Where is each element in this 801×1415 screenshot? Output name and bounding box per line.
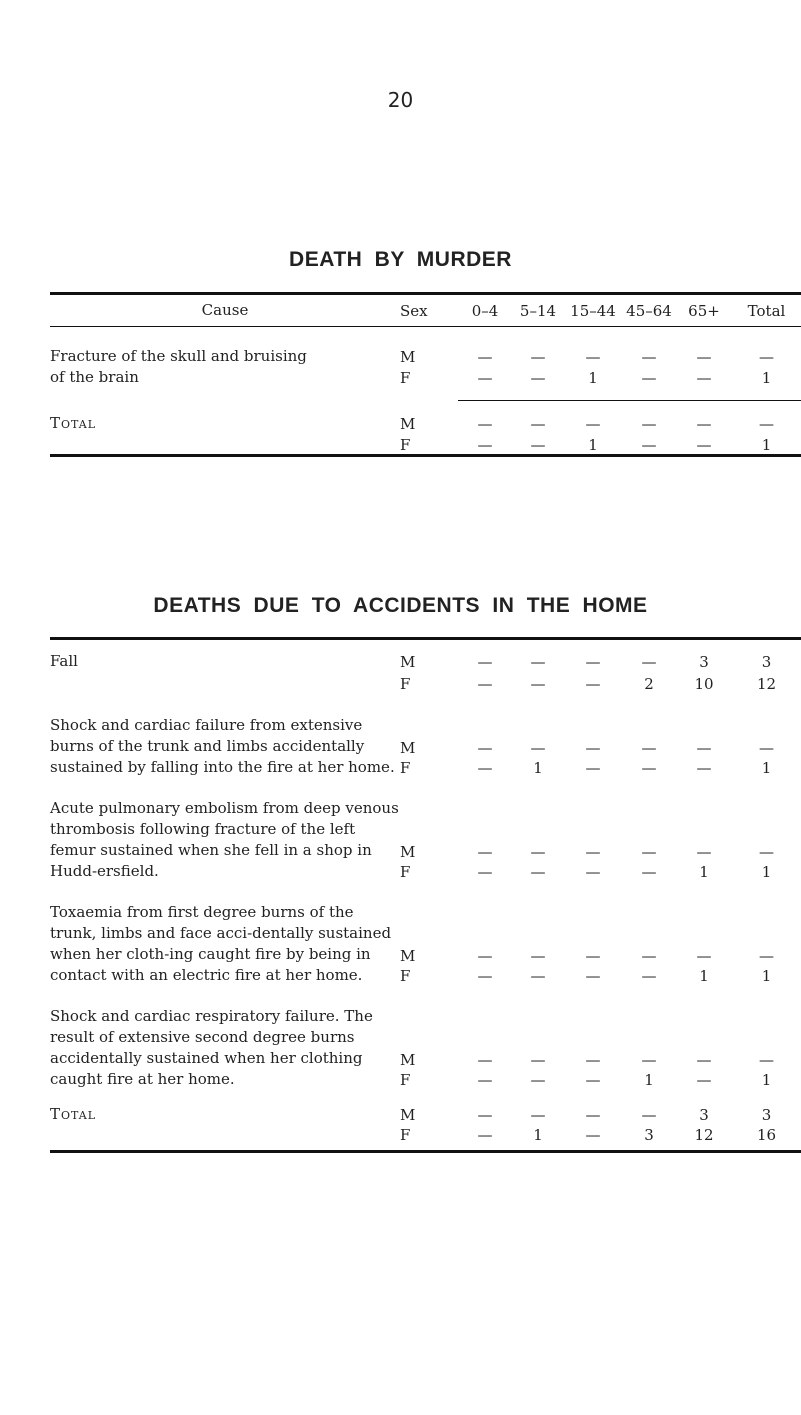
value-cell: — (585, 1070, 601, 1089)
value-cell: — (477, 347, 493, 366)
table-row (50, 651, 801, 673)
value-cell: — (641, 739, 657, 757)
value-cell: — (585, 1105, 601, 1124)
value-cell: 2 (644, 675, 654, 693)
sex-label: F (400, 675, 411, 693)
value-cell: — (641, 843, 657, 861)
value-cell: — (696, 414, 712, 433)
value-cell: — (696, 1070, 712, 1089)
value-cell: — (477, 947, 493, 965)
accidents-title: DEATHS DUE TO ACCIDENTS IN THE HOME (153, 594, 648, 617)
value-cell: — (696, 435, 712, 454)
value-cell: 1 (761, 435, 772, 454)
total-row (50, 413, 801, 434)
value-cell: — (585, 758, 601, 777)
sex-label: M (400, 739, 416, 757)
value-cell: — (530, 843, 546, 861)
murder-top-rule (50, 292, 801, 295)
value-cell: 3 (644, 1126, 654, 1144)
value-cell: — (530, 862, 546, 881)
value-cell: — (477, 739, 493, 757)
sex-label: M (400, 1105, 416, 1124)
table-row (50, 902, 801, 965)
header-age-65-plus: 65+ (688, 301, 720, 320)
value-cell: 3 (761, 653, 772, 671)
header-age-0-4: 0–4 (471, 301, 499, 320)
value-cell: — (477, 653, 493, 671)
value-cell: — (585, 414, 601, 433)
value-cell: — (477, 758, 493, 777)
table-row (50, 715, 801, 757)
value-cell: — (530, 1070, 546, 1089)
value-cell: — (641, 966, 657, 985)
value-cell: — (759, 1051, 774, 1069)
sex-label: F (400, 966, 411, 985)
value-cell: — (477, 435, 493, 454)
value-cell: — (585, 675, 601, 693)
value-cell: — (759, 843, 774, 861)
value-cell: — (530, 675, 546, 693)
value-cell: — (530, 1051, 546, 1069)
sex-label: M (400, 843, 416, 861)
value-cell: — (477, 1105, 493, 1124)
value-cell: — (530, 966, 546, 985)
sex-label: F (400, 368, 411, 387)
value-cell: — (759, 347, 774, 366)
value-cell: 1 (761, 862, 772, 881)
sex-label: F (400, 1126, 411, 1144)
total-label: Total (50, 414, 97, 432)
value-cell: — (477, 862, 493, 881)
value-cell: 10 (694, 675, 714, 693)
sex-label: M (400, 1051, 416, 1069)
total-row (50, 1125, 801, 1145)
value-cell: — (641, 347, 657, 366)
value-cell: — (477, 843, 493, 861)
table-row (50, 367, 801, 388)
table-row (50, 673, 801, 695)
accidents-bottom-rule (50, 1150, 801, 1153)
value-cell: — (641, 862, 657, 881)
value-cell: — (477, 1126, 493, 1144)
table-row (50, 798, 801, 861)
value-cell: — (477, 675, 493, 693)
value-cell: — (530, 739, 546, 757)
value-cell: — (585, 966, 601, 985)
accidents-table (50, 651, 801, 1145)
value-cell: — (759, 739, 774, 757)
value-cell: — (530, 653, 546, 671)
value-cell: — (696, 758, 712, 777)
value-cell: 1 (699, 862, 709, 881)
murder-title: DEATH BY MURDER (289, 248, 512, 271)
sex-label: F (400, 758, 411, 777)
value-cell: 1 (699, 966, 709, 985)
value-cell: — (530, 414, 546, 433)
value-cell: — (641, 1105, 657, 1124)
table-row (50, 346, 801, 367)
header-age-5-14: 5–14 (519, 301, 557, 320)
value-cell: — (477, 1051, 493, 1069)
value-cell: 1 (533, 1126, 543, 1144)
value-cell: 1 (533, 758, 543, 777)
accidents-top-rule (50, 637, 801, 640)
value-cell: 1 (644, 1070, 654, 1089)
value-cell: — (530, 435, 546, 454)
value-cell: — (585, 347, 601, 366)
value-cell: 12 (756, 675, 777, 693)
value-cell: — (585, 1051, 601, 1069)
cause-text: Acute pulmonary embolism from deep venous thrombosis following fracture of the left femur sustained when she fell in a shop in Hudd-ersfield. (50, 799, 399, 880)
cause-line: Fracture of the skull and bruising (50, 347, 307, 365)
value-cell: — (585, 862, 601, 881)
value-cell: — (641, 758, 657, 777)
value-cell: — (477, 1070, 493, 1089)
sex-label: M (400, 347, 416, 366)
sex-label: F (400, 862, 411, 881)
header-cause: Cause (201, 301, 249, 320)
value-cell: — (530, 347, 546, 366)
value-cell: 1 (761, 368, 772, 387)
murder-bottom-rule (50, 454, 801, 457)
value-cell: 3 (699, 1105, 709, 1124)
value-cell: — (530, 368, 546, 387)
value-cell: — (641, 368, 657, 387)
value-cell: 12 (694, 1126, 714, 1144)
value-cell: — (696, 1051, 712, 1069)
value-cell: 1 (761, 758, 772, 777)
value-cell: — (696, 347, 712, 366)
value-cell: — (477, 368, 493, 387)
value-cell: — (759, 947, 774, 965)
cause-text: Toxaemia from first degree burns of the trunk, limbs and face acci-dentally sustained when her cloth-ing caught fire by being in contact with an electric fire at her home. (50, 903, 392, 984)
cause-text: Shock and cardiac respiratory failure. The result of extensive second degree burns accidentally sustained when her clothing caught fire at her home. (50, 1007, 373, 1088)
table-row (50, 1006, 801, 1069)
value-cell: 3 (761, 1105, 772, 1124)
murder-table (50, 296, 801, 455)
value-cell: — (759, 414, 774, 433)
value-cell: — (530, 947, 546, 965)
sex-label: M (400, 653, 416, 671)
value-cell: — (477, 966, 493, 985)
sex-label: M (400, 947, 416, 965)
value-cell: — (696, 368, 712, 387)
value-cell: 1 (761, 966, 772, 985)
value-cell: — (696, 739, 712, 757)
value-cell: — (696, 843, 712, 861)
sex-label: F (400, 435, 411, 454)
cause-text: Shock and cardiac failure from extensive burns of the trunk and limbs accidentally sustained by falling into the fire at her home. (50, 716, 395, 776)
cause-text: Fall (50, 652, 78, 670)
cause-line: of the brain (50, 368, 139, 386)
sex-label: F (400, 1070, 411, 1089)
header-total: Total (747, 301, 786, 320)
value-cell: — (477, 414, 493, 433)
total-row (50, 434, 801, 455)
value-cell: — (641, 435, 657, 454)
value-cell: 16 (756, 1126, 777, 1144)
value-cell: — (585, 947, 601, 965)
value-cell: — (641, 947, 657, 965)
value-cell: — (585, 1126, 601, 1144)
value-cell: — (585, 653, 601, 671)
value-cell: — (696, 947, 712, 965)
header-sex: Sex (400, 301, 428, 320)
value-cell: 1 (761, 1070, 772, 1089)
value-cell: — (641, 1051, 657, 1069)
value-cell: — (585, 739, 601, 757)
value-cell: 1 (588, 435, 598, 454)
value-cell: 3 (699, 653, 709, 671)
sex-label: M (400, 414, 416, 433)
total-label: Total (50, 1105, 97, 1123)
value-cell: — (585, 843, 601, 861)
value-cell: — (641, 653, 657, 671)
header-age-45-64: 45–64 (626, 301, 672, 320)
value-cell: 1 (588, 368, 598, 387)
page-number: 20 (387, 88, 414, 112)
murder-header-row (50, 296, 801, 326)
total-row (50, 1104, 801, 1125)
header-age-15-44: 15–44 (570, 301, 616, 320)
value-cell: — (530, 1105, 546, 1124)
value-cell: — (641, 414, 657, 433)
